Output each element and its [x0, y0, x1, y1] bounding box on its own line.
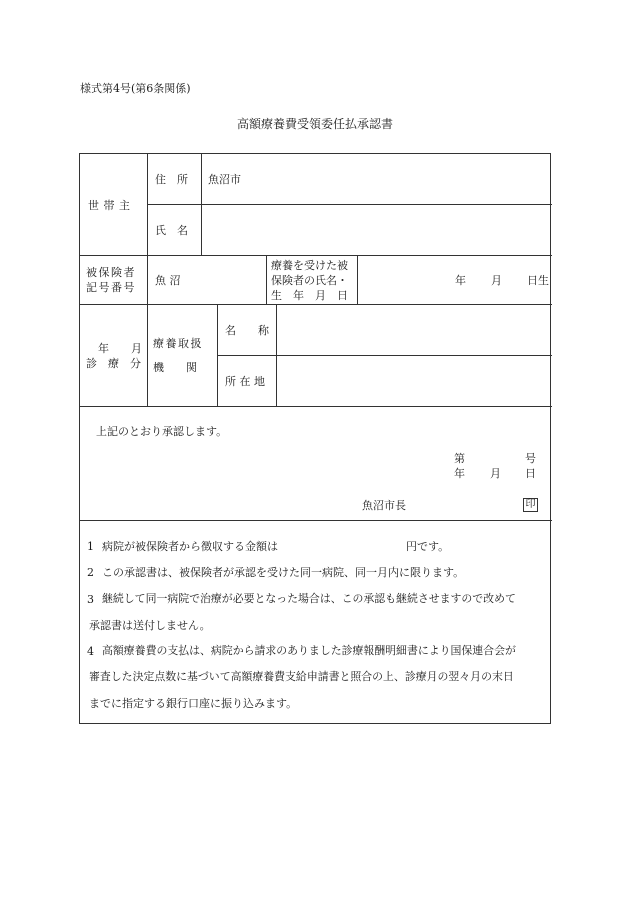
note-3-line1: 継続して同一病院で治療が必要となった場合は、この承認も継続させますので改めて: [102, 592, 516, 605]
period-label-1: 年 月: [98, 342, 142, 355]
note-4-number: 4: [87, 645, 94, 658]
col-divider: [201, 154, 202, 255]
note-4-line2: 審査した決定点数に基づいて高額療養費支給申請書と照合の上、診療月の翌々月の末日: [89, 670, 514, 683]
facility-address-label: 所 在 地: [225, 375, 265, 388]
issuer-name: 魚沼市長: [362, 499, 406, 512]
note-4-line1: 高額療養費の支払は、病院から請求のありました診療報酬明細書により国保連合会が: [102, 644, 516, 657]
col-divider: [266, 255, 267, 304]
note-2-number: 2: [87, 566, 94, 579]
col-divider: [357, 255, 358, 304]
note-1-number: 1: [87, 540, 94, 553]
col-divider: [276, 304, 277, 406]
insured-number-value[interactable]: 魚 沼: [155, 274, 181, 287]
approval-number-suffix: 号: [525, 452, 536, 465]
facility-label-1: 療養取扱: [153, 337, 203, 350]
address-value[interactable]: 魚沼市: [208, 173, 241, 186]
dob-month: 月: [491, 274, 502, 287]
form-number: 様式第4号(第6条関係): [80, 82, 191, 95]
approval-number-prefix: 第: [454, 452, 465, 465]
row-divider: [80, 406, 552, 407]
approval-date-year: 年: [454, 467, 465, 480]
name-label: 氏 名: [155, 224, 188, 237]
note-2-text: この承認書は、被保険者が承認を受けた同一病院、同一月内に限ります。: [102, 566, 465, 579]
note-4-line3: までに指定する銀行口座に振り込みます。: [89, 697, 298, 710]
facility-name-label: 名 称: [225, 324, 269, 337]
document-title: 高額療養費受領委任払承認書: [236, 117, 393, 131]
approval-date-month: 月: [490, 467, 501, 480]
note-3-number: 3: [87, 593, 94, 606]
household-head-label: 世 帯 主: [88, 199, 131, 212]
row-divider: [80, 304, 552, 305]
insured-number-label-2: 記号番号: [86, 281, 136, 294]
note-3-line2: 承認書は送付しません。: [89, 619, 211, 632]
row-divider: [217, 355, 552, 356]
insured-number-label-1: 被保険者: [86, 266, 136, 279]
seal-stamp: 印: [523, 498, 538, 512]
dob-year: 年: [455, 274, 466, 287]
address-label: 住 所: [155, 173, 188, 186]
row-divider: [80, 255, 552, 256]
row-divider: [80, 520, 552, 521]
approval-statement: 上記のとおり承認します。: [96, 425, 228, 438]
facility-label-2: 機 関: [153, 361, 197, 374]
row-divider: [147, 204, 552, 205]
patient-label-1: 療養を受けた被: [271, 259, 348, 272]
dob-day: 日生: [527, 274, 549, 287]
note-1-text: 病院が被保険者から徴収する金額は: [102, 540, 278, 553]
period-label-2: 診 療 分: [86, 357, 141, 370]
note-1-suffix: 円です。: [406, 540, 450, 553]
patient-label-2: 保険者の氏名・: [271, 274, 348, 287]
form-table: [79, 153, 551, 724]
patient-label-3: 生 年 月 日: [271, 289, 348, 302]
approval-date-day: 日: [525, 467, 536, 480]
col-divider: [217, 304, 218, 406]
col-divider: [147, 154, 148, 406]
